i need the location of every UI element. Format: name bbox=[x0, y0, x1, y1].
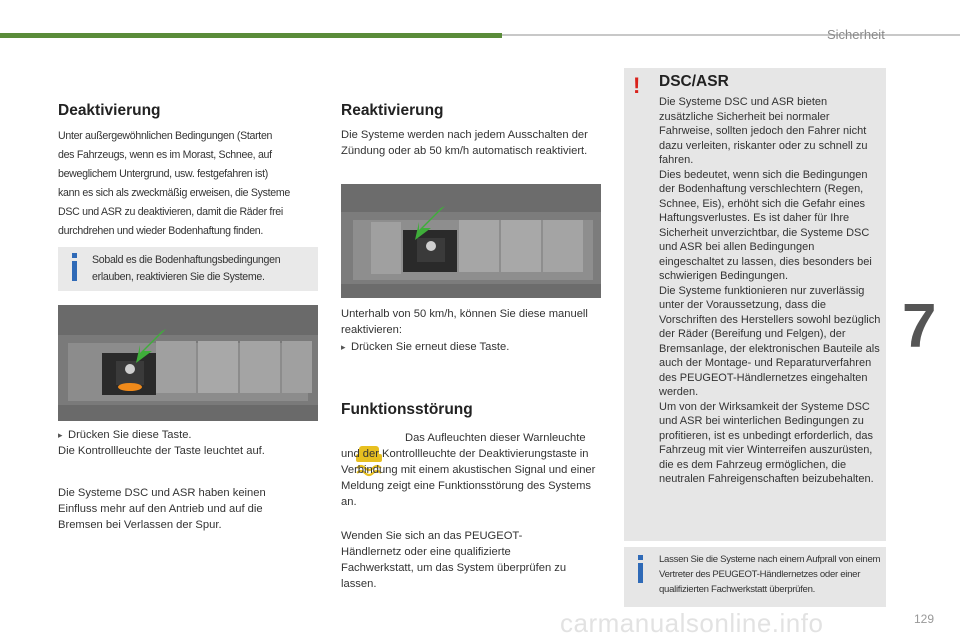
info-icon bbox=[72, 261, 77, 281]
dsc-asr-info-text: Lassen Sie die Systeme nach einem Aufprall von einem Vertreter des PEUGEOT-Händlernetzes oder einer qualifizierten Fachwerkstatt überprüfen. bbox=[659, 554, 881, 595]
deaktivierung-step bbox=[58, 427, 310, 443]
funktionsstoerung-title: Funktionsstörung bbox=[341, 401, 473, 418]
dsc-asr-paragraph-4: Um von der Wirksamkeit der Systeme DSC und ASR bei winterlichen Bedingungen zu profitieren, ist es unbedingt erforderlich, das Fahrzeug mit vier Winterreifen auszurüsten, die es dem Fahrzeug ermöglichen, die neutralen Fahreigenschaften beizubehalten. bbox=[659, 400, 874, 485]
reaktivierung-manual: Unterhalb von 50 km/h, können Sie diese manuell reaktivieren: bbox=[341, 308, 588, 336]
triangle-bullet-icon: ▸ bbox=[341, 342, 346, 352]
dsc-asr-title: DSC/ASR bbox=[659, 73, 729, 90]
triangle-bullet-icon: ▸ bbox=[58, 430, 63, 440]
dsc-asr-paragraph-3: Die Systeme funktionieren nur zuverlässig unter der Voraussetzung, dass die Vorschriften des Herstellers sowohl bezüglich der Räder (Bereifung und Felgen), der Bremsanlage, der elektronischen Bauteile als auch der Montage- und Reparaturverfahren des PEUGEOT-Händlernetzes eingehalten werden. bbox=[659, 284, 881, 398]
dsc-asr-paragraph-1: Die Systeme DSC und ASR bieten zusätzliche Sicherheit bei normaler Fahrweise, sollten jedoch den Fahrer nicht dazu verleiten, riskanter oder zu schnell zu fahren. bbox=[659, 96, 868, 166]
button-panel-photo-deactivate bbox=[58, 305, 318, 421]
green-arrow-icon bbox=[130, 325, 170, 365]
header-accent-bar bbox=[0, 33, 502, 38]
deaktivierung-intro: Unter außergewöhnlichen Bedingungen (Starten des Fahrzeugs, wenn es im Morast, Schnee, auf beweglichem Untergrund, usw. festgefahren ist) kann es sich als zweckmäßig erweisen, die Systeme DSC und ASR zu deaktivieren, damit die Räder frei durchdrehen und wieder Bodenhaftung finden. bbox=[58, 130, 290, 237]
info-icon bbox=[638, 563, 643, 583]
dsc-asr-body bbox=[659, 95, 881, 487]
section-title: Sicherheit bbox=[827, 27, 885, 42]
warning-icon: ! bbox=[633, 73, 641, 98]
reaktivierung-step-text: Drücken Sie erneut diese Taste. bbox=[351, 341, 510, 353]
chapter-number: 7 bbox=[902, 292, 937, 361]
reaktivierung-intro: Die Systeme werden nach jedem Ausschalten der Zündung oder ab 50 km/h automatisch reaktiviert. bbox=[341, 129, 588, 157]
funktionsstoerung-text1: Das Aufleuchten dieser Warnleuchte und der Kontrollleuchte der Deaktivierungstaste in Verbindung mit einem akustischen Signal und einer Meldung zeigt eine Funktionsstörung des Systems an. bbox=[341, 432, 596, 508]
reaktivierung-step bbox=[341, 339, 603, 355]
deaktivierung-step-text: Drücken Sie diese Taste. bbox=[68, 429, 192, 441]
dsc-asr-paragraph-2: Dies bedeutet, wenn sich die Bedingungen der Bodenhaftung verschlechtern (Regen, Schnee, Eis), erhöht sich die Gefahr eines Haftungsverlustes. Es ist daher für Ihre Sicherheit unverzichtbar, die Systeme DSC und ASR bei allen Bedingungen eingeschaltet zu lassen, dies besonders bei schwierigen Bedingungen. bbox=[659, 168, 872, 282]
deaktivierung-result: Die Kontrollleuchte der Taste leuchtet auf. bbox=[58, 445, 265, 457]
green-arrow-icon bbox=[409, 202, 449, 242]
header-rule bbox=[502, 34, 960, 36]
button-panel-photo-reactivate bbox=[341, 184, 601, 298]
watermark: carmanualsonline.info bbox=[560, 608, 824, 638]
deaktivierung-title: Deaktivierung bbox=[58, 102, 161, 119]
funktionsstoerung-text2: Wenden Sie sich an das PEUGEOT-Händlernetz oder eine qualifizierte Fachwerkstatt, um das System überprüfen zu lassen. bbox=[341, 530, 567, 590]
reaktivierung-title: Reaktivierung bbox=[341, 102, 444, 119]
deaktivierung-info-text: Sobald es die Bodenhaftungsbedingungen erlauben, reaktivieren Sie die Systeme. bbox=[92, 254, 281, 283]
page-number: 129 bbox=[914, 612, 935, 626]
deaktivierung-note: Die Systeme DSC und ASR haben keinen Einfluss mehr auf den Antrieb und auf die Bremsen bei Verlassen der Spur. bbox=[58, 487, 266, 531]
